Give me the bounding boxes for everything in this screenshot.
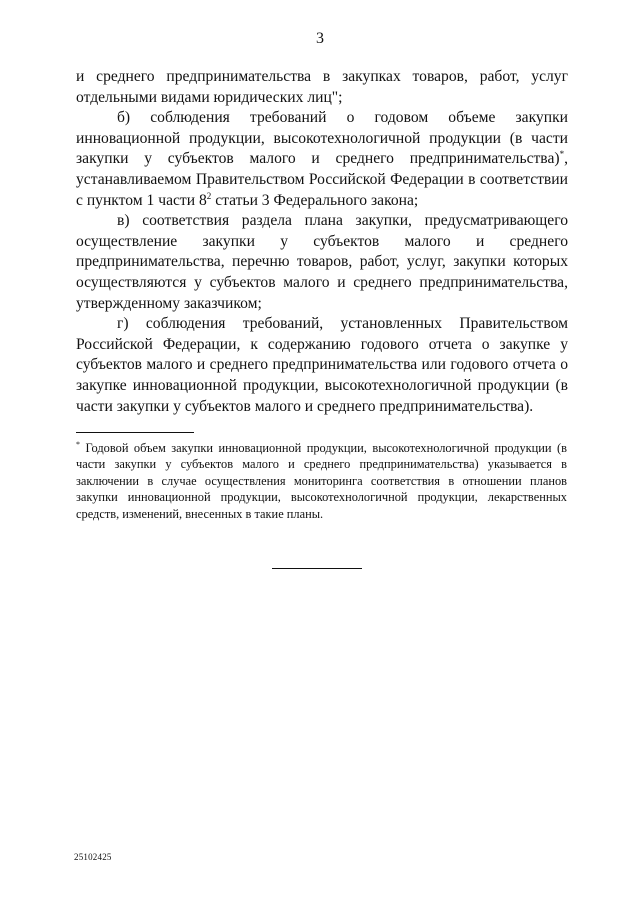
paragraph-b-text-end: статьи 3 Федерального закона; (211, 191, 419, 209)
document-code: 25102425 (74, 852, 112, 862)
footnote-paragraph (76, 440, 567, 522)
footnote (76, 440, 567, 522)
footnote-mark: * (76, 439, 80, 449)
footnote-separator (76, 432, 194, 433)
footnote-text: Годовой объем закупки инновационной продукции, высокотехнологичной продукции (в части закупки у субъектов малого и среднего предпринимательства) указывается в заключении в случае осуществления мониторинга соответствия в отношении планов закупки инновационной продукции, высокотехнологичной продукции, лекарственных средств, изменений, внесенных в такие планы. (76, 441, 567, 521)
document-body (76, 67, 568, 417)
page-number: 3 (316, 30, 324, 47)
paragraph-continuation: и среднего предпринимательства в закупках товаров, работ, услуг отдельными видами юридических лиц"; (76, 68, 568, 106)
part-number-superscript: 2 (206, 190, 212, 201)
paragraph-b-text-middle: , устанавливаемом Правительством Российской Федерации в соответствии с пунктом 1 части 8 (76, 150, 568, 209)
paragraph-v: в) соответствия раздела плана закупки, предусматривающего осуществление закупки у субъектов малого и среднего предпринимательства, перечню товаров, работ, услуг, закупки которых осуществляются у субъектов малого и среднего предпринимательства, утвержденному заказчиком; (76, 212, 568, 312)
paragraph-g: г) соблюдения требований, установленных Правительством Российской Федерации, к содержанию годового отчета о закупке у субъектов малого и среднего предпринимательства или годового отчета о закупке инновационной продукции, высокотехнологичной продукции (в части закупки у субъектов малого и среднего предпринимательства). (76, 315, 568, 415)
footnote-reference-mark: * (559, 149, 565, 160)
paragraph-b (76, 108, 568, 211)
paragraph-b-text-start: б) соблюдения требований о годовом объеме закупки инновационной продукции, высокотехнологичной продукции (в части закупки у субъектов малого и среднего предпринимательства) (76, 109, 568, 168)
end-of-document-rule (272, 568, 362, 569)
